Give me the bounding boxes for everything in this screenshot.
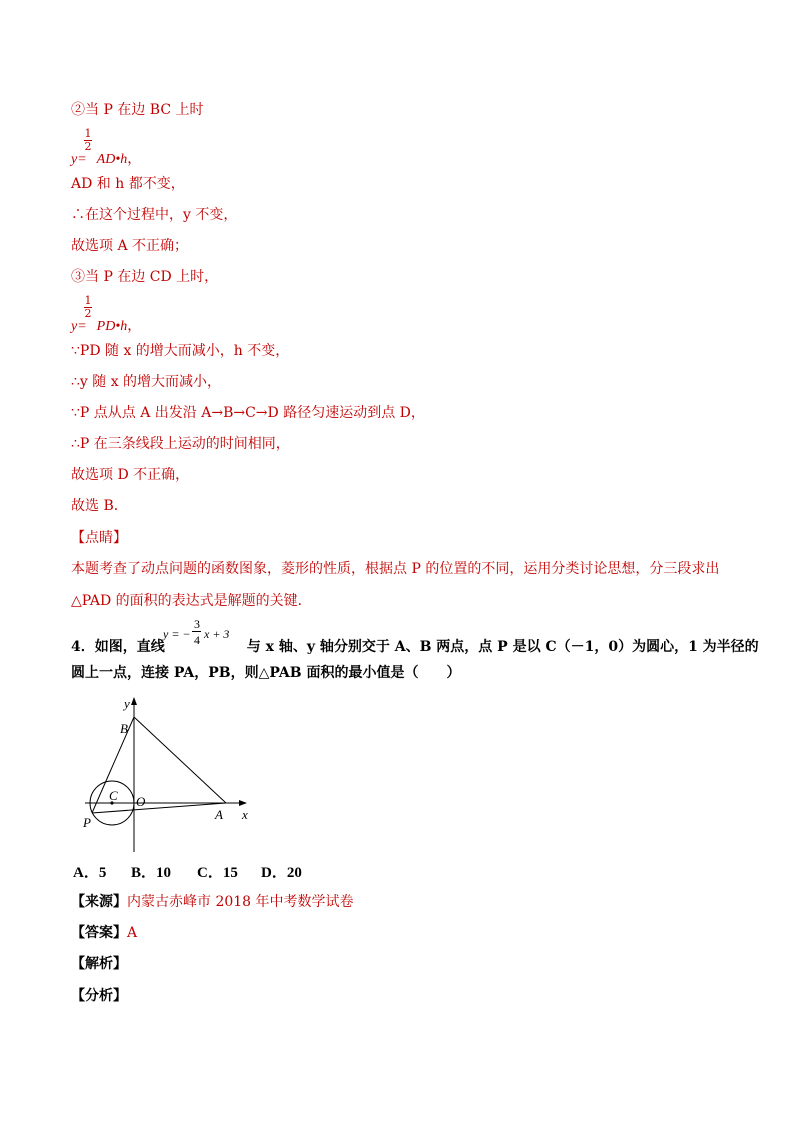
step2-formula	[71, 150, 141, 169]
eq-num: 3	[194, 617, 200, 631]
eq-den: 4	[194, 633, 200, 647]
answer-text: A	[127, 925, 138, 941]
choice-b: B．10	[131, 865, 172, 881]
line-ab	[134, 717, 226, 803]
step3-line1: ∵PD 随 x 的增大而减小，h 不变，	[71, 343, 290, 359]
choice-c: C．15	[197, 865, 238, 881]
step3-line4: ∴P 在三条线段上运动的时间相同，	[71, 436, 290, 452]
y-axis-arrow	[131, 697, 137, 705]
step3-formula-end: ，	[127, 318, 142, 334]
step3-line5: 故选项 D 不正确，	[71, 467, 190, 483]
step2-formula-end: ，	[127, 151, 142, 167]
question4-prefix: 4．如图，直线	[71, 639, 165, 655]
label-c: C	[109, 788, 118, 803]
jiexi-label: 【解析】	[71, 956, 127, 972]
label-p: P	[83, 815, 91, 830]
label-b: B	[120, 721, 128, 736]
dianjing-label: 【点睛】	[71, 530, 127, 546]
x-axis-arrow	[239, 800, 247, 806]
step3-formula	[71, 317, 141, 336]
step3-line6: 故选 B．	[71, 498, 128, 514]
step3-line3: ∵P 点从点 A 出发沿 A→B→C→D 路径匀速运动到点 D，	[71, 405, 425, 421]
eq-bar	[192, 631, 201, 632]
source-line	[71, 893, 354, 911]
answer-line	[71, 924, 137, 942]
choice-d: D．20	[261, 865, 302, 881]
step3-title: ③当 P 在边 CD 上时，	[71, 269, 219, 285]
step3-line2: ∴y 随 x 的增大而减小，	[71, 374, 222, 390]
source-label: 【来源】	[71, 894, 127, 910]
step2-line3: 故选项 A 不正确；	[71, 238, 189, 254]
step3-frac-den: 2	[84, 307, 92, 320]
label-a: A	[215, 807, 223, 822]
step2-formula-pre: y=	[71, 152, 87, 167]
label-x: x	[242, 807, 248, 822]
step2-frac-num: 1	[84, 127, 92, 140]
question4-line2: 圆上一点，连接 PA，PB，则△PAB 面积的最小值是（ ）	[71, 665, 461, 681]
step2-formula-body: AD•h	[96, 152, 128, 167]
step3-formula-body: PD•h	[96, 319, 128, 334]
step2-title: ②当 P 在边 BC 上时	[71, 102, 204, 118]
step3-frac-num: 1	[84, 294, 92, 307]
label-o: O	[136, 794, 146, 809]
eq-lhs: y = −	[163, 627, 191, 641]
step2-line1: AD 和 h 都不变，	[71, 176, 185, 192]
label-y: y	[124, 696, 130, 711]
dianjing-text2: △PAD 的面积的表达式是解题的关键．	[71, 593, 312, 609]
step2-line2: ∴在这个过程中，y 不变，	[71, 207, 238, 223]
step3-formula-pre: y=	[71, 319, 87, 334]
eq-rhs: x + 3	[204, 627, 230, 641]
dianjing-text1: 本题考查了动点问题的函数图象，菱形的性质，根据点 P 的位置的不同，运用分类讨论思想，分三段求出	[71, 561, 720, 577]
fenxi-label: 【分析】	[71, 988, 127, 1004]
geometry-figure	[75, 695, 260, 855]
answer-label: 【答案】	[71, 925, 127, 941]
question4-suffix: 与 x 轴、y 轴分别交于 A、B 两点，点 P 是以 C（－1，0）为圆心，1 为半径的	[246, 639, 759, 655]
step2-frac-den: 2	[84, 140, 92, 153]
source-text: 内蒙古赤峰市 2018 年中考数学试卷	[127, 894, 354, 910]
choice-a: A．5	[73, 865, 107, 881]
